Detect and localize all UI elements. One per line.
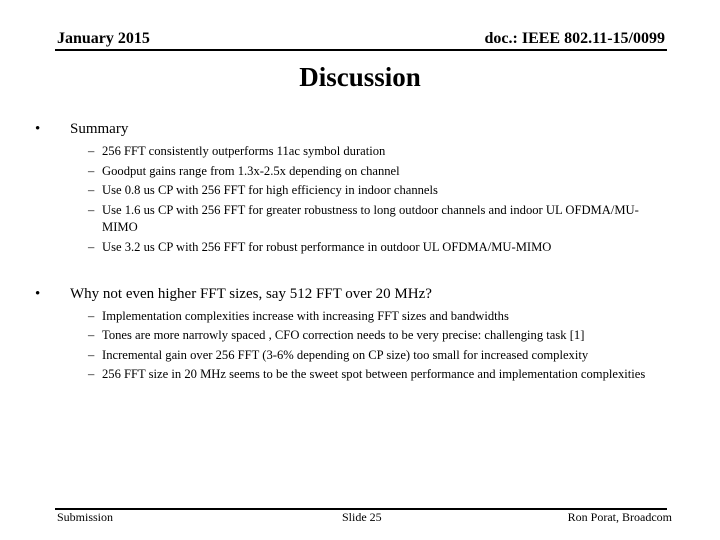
dash-icon: –: [88, 144, 95, 158]
dash-icon: –: [88, 328, 95, 342]
header-date: January 2015: [57, 30, 150, 47]
bullet-icon: •: [35, 286, 41, 302]
dash-icon: –: [88, 202, 95, 217]
list-item: – Incremental gain over 256 FFT (3-6% depending on CP size) too small for increased complexity: [88, 347, 658, 365]
list-item: – Use 0.8 us CP with 256 FFT for high efficiency in indoor channels: [88, 182, 658, 200]
header-doc-id: doc.: IEEE 802.11-15/0099: [484, 30, 665, 47]
dash-icon: –: [88, 347, 95, 362]
bullet-question: Why not even higher FFT sizes, say 512 FFT over 20 MHz?: [70, 286, 432, 302]
footer-slide-number: Slide 25: [342, 510, 382, 524]
footer-author: Ron Porat, Broadcom: [567, 510, 672, 524]
bullet-summary: Summary: [70, 121, 129, 137]
list-item: – 256 FFT consistently outperforms 11ac symbol duration: [88, 143, 658, 161]
slide-title: Discussion: [299, 62, 421, 92]
header-rule: [55, 49, 667, 51]
dash-icon: –: [88, 367, 95, 381]
dash-icon: –: [88, 163, 95, 178]
bullet-icon: •: [35, 121, 41, 137]
list-item: – Tones are more narrowly spaced , CFO correction needs to be very precise: challenging task [1]: [88, 327, 658, 345]
list-item: – 256 FFT size in 20 MHz seems to be the sweet spot between performance and implementation complexities: [88, 366, 658, 384]
list-item: – Goodput gains range from 1.3x-2.5x depending on channel: [88, 163, 658, 181]
dash-icon: –: [88, 183, 95, 197]
dash-icon: –: [88, 308, 95, 323]
footer-submission: Submission: [57, 510, 114, 524]
dash-icon: –: [88, 239, 95, 254]
list-item: – Use 1.6 us CP with 256 FFT for greater robustness to long outdoor channels and indoor UL OFDMA/MU-MIMO: [88, 202, 639, 234]
list-item: – Implementation complexities increase with increasing FFT sizes and bandwidths: [88, 308, 658, 326]
list-item: – Use 3.2 us CP with 256 FFT for robust performance in outdoor UL OFDMA/MU-MIMO: [88, 239, 658, 257]
